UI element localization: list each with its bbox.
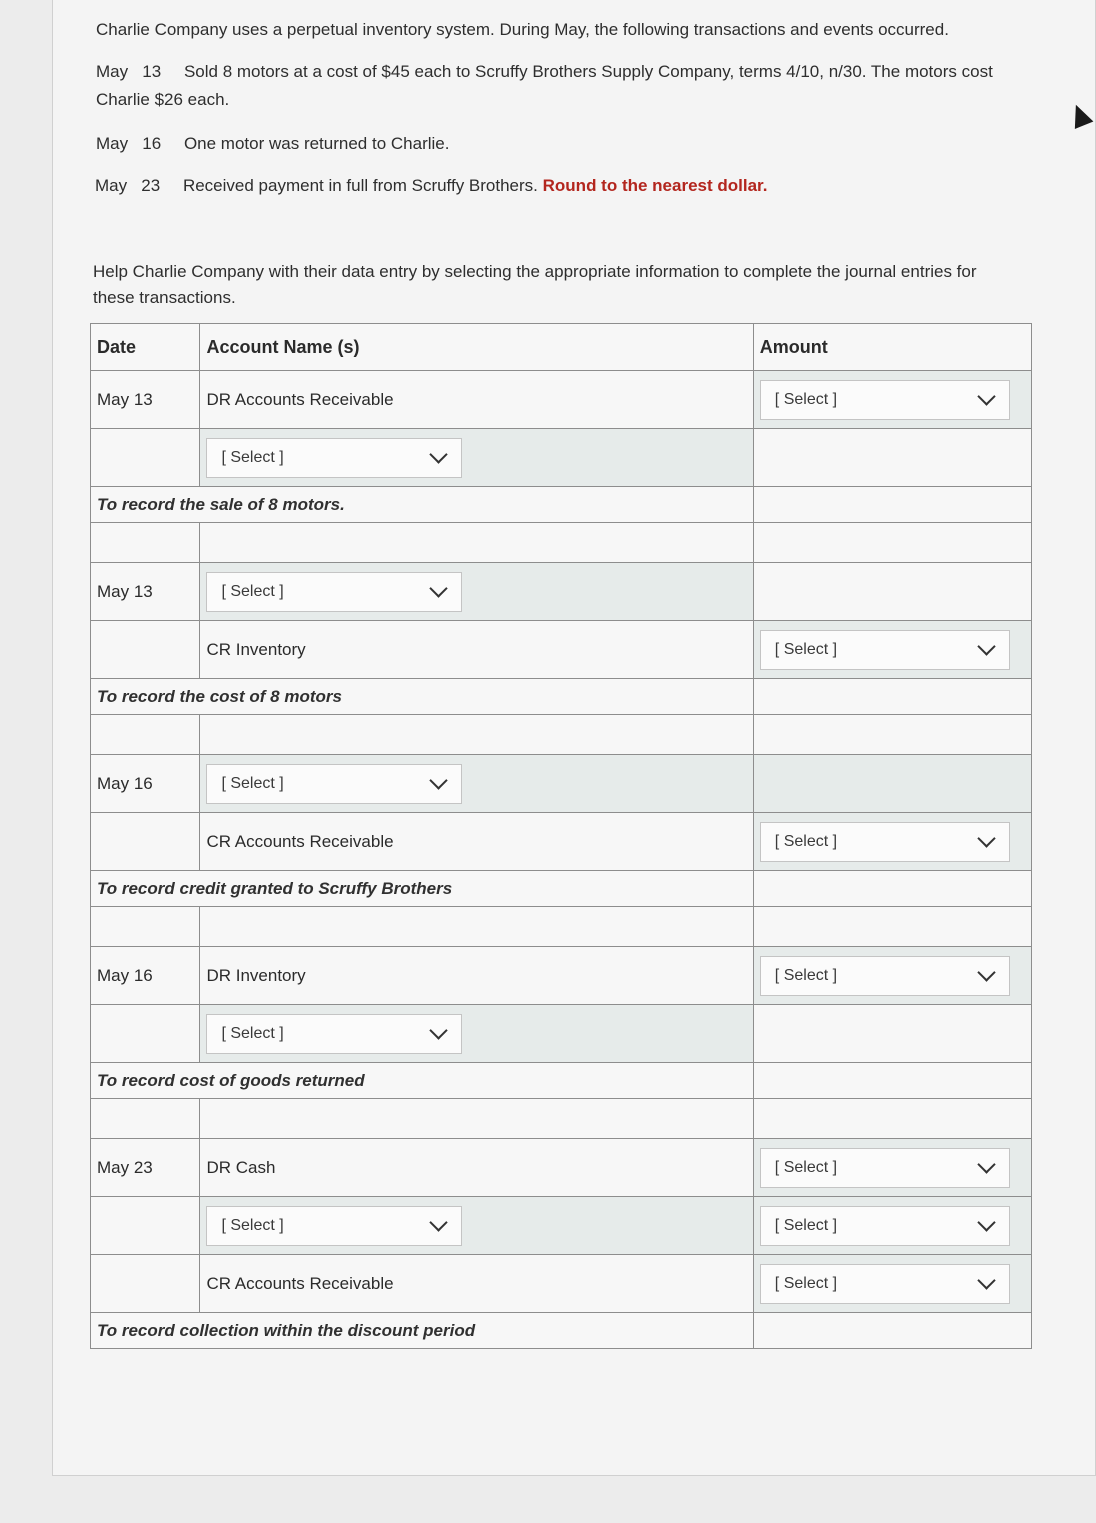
chevron-down-icon — [977, 829, 995, 847]
select-label: [ Select ] — [774, 390, 838, 408]
row-date: May 13 — [91, 563, 200, 621]
amount-cell — [753, 621, 1031, 679]
table-row — [91, 1197, 1032, 1255]
amount-cell — [753, 371, 1031, 429]
table-row — [91, 487, 1032, 523]
help-text-line-1: Help Charlie Company with their data entry by selecting the appropriate information to complete the journal entries for — [93, 262, 977, 281]
select-label: [ Select ] — [221, 582, 284, 600]
event-2-text: One motor was returned to Charlie. — [183, 134, 450, 153]
event-3-month: May — [95, 176, 128, 195]
amount-select[interactable] — [760, 1148, 1010, 1188]
header-amount: Amount — [753, 324, 1031, 371]
table-row — [91, 1005, 1032, 1063]
event-may-16 — [96, 130, 449, 157]
amount-empty — [753, 429, 1031, 487]
account-select[interactable] — [206, 438, 462, 478]
memo-text: To record the sale of 8 motors. — [91, 487, 754, 523]
chevron-down-icon — [977, 387, 995, 405]
account-cell — [200, 429, 753, 487]
row-account: CR Accounts Receivable — [200, 1255, 753, 1313]
chevron-down-icon — [977, 1271, 995, 1289]
table-row — [91, 1313, 1032, 1349]
memo-text: To record collection within the discount period — [91, 1313, 754, 1349]
select-label: [ Select ] — [774, 1158, 838, 1176]
chevron-down-icon — [430, 445, 448, 463]
select-label: [ Select ] — [774, 966, 838, 984]
amount-cell — [753, 947, 1031, 1005]
table-row — [91, 1139, 1032, 1197]
select-label: [ Select ] — [774, 1274, 838, 1292]
chevron-down-icon — [430, 771, 448, 789]
chevron-down-icon — [430, 579, 448, 597]
table-row — [91, 563, 1032, 621]
row-account: DR Accounts Receivable — [200, 371, 753, 429]
table-row — [91, 621, 1032, 679]
table-row — [91, 1063, 1032, 1099]
select-label: [ Select ] — [221, 1216, 284, 1234]
memo-text: To record credit granted to Scruffy Brothers — [91, 871, 754, 907]
row-date: May 16 — [91, 947, 200, 1005]
row-date: May 13 — [91, 371, 200, 429]
chevron-down-icon — [977, 1213, 995, 1231]
account-cell — [200, 1005, 753, 1063]
row-date: May 16 — [91, 755, 200, 813]
amount-empty — [753, 487, 1031, 523]
row-account: DR Inventory — [200, 947, 753, 1005]
select-label: [ Select ] — [774, 1216, 838, 1234]
table-row — [91, 1255, 1032, 1313]
event-may-13 — [96, 58, 1091, 85]
account-cell — [200, 1197, 753, 1255]
amount-select[interactable] — [760, 380, 1010, 420]
select-label: [ Select ] — [774, 640, 838, 658]
chevron-down-icon — [977, 637, 995, 655]
row-date-empty — [91, 621, 200, 679]
table-row — [91, 907, 1032, 947]
header-account: Account Name (s) — [200, 324, 753, 371]
account-cell — [200, 563, 753, 621]
chevron-down-icon — [977, 1155, 995, 1173]
amount-empty — [753, 755, 1031, 813]
amount-empty — [753, 563, 1031, 621]
amount-select[interactable] — [760, 1264, 1010, 1304]
table-row — [91, 1099, 1032, 1139]
account-select[interactable] — [206, 572, 462, 612]
account-cell — [200, 755, 753, 813]
intro-text: Charlie Company uses a perpetual inventory system. During May, the following transactions and events occurred. — [96, 20, 949, 39]
memo-text: To record the cost of 8 motors — [91, 679, 754, 715]
table-row — [91, 813, 1032, 871]
event-2-month: May — [96, 134, 129, 153]
table-row — [91, 429, 1032, 487]
amount-select[interactable] — [760, 1206, 1010, 1246]
select-label: [ Select ] — [221, 774, 284, 792]
event-1-day: 13 — [142, 62, 162, 81]
event-1-month: May — [96, 62, 129, 81]
row-date: May 23 — [91, 1139, 200, 1197]
row-account: CR Inventory — [200, 621, 753, 679]
event-1-continued: Charlie $26 each. — [96, 90, 230, 109]
select-label: [ Select ] — [221, 448, 284, 466]
table-row — [91, 871, 1032, 907]
account-select[interactable] — [206, 1206, 462, 1246]
table-row — [91, 523, 1032, 563]
amount-select[interactable] — [760, 822, 1010, 862]
table-row — [91, 947, 1032, 1005]
chevron-down-icon — [430, 1213, 448, 1231]
table-row — [91, 755, 1032, 813]
help-text-line-2: these transactions. — [93, 288, 236, 307]
select-label: [ Select ] — [221, 1024, 284, 1042]
chevron-down-icon — [430, 1021, 448, 1039]
row-account: DR Cash — [200, 1139, 753, 1197]
amount-select[interactable] — [760, 956, 1010, 996]
header-date: Date — [91, 324, 200, 371]
amount-cell — [753, 1197, 1031, 1255]
amount-select[interactable] — [760, 630, 1010, 670]
event-1-text: Sold 8 motors at a cost of $45 each to Scruffy Brothers Supply Company, terms 4/10, n/30. The motors cost — [183, 62, 993, 81]
event-3-day: 23 — [141, 176, 161, 195]
account-select[interactable] — [206, 764, 462, 804]
event-may-23 — [95, 172, 767, 199]
amount-cell — [753, 1139, 1031, 1197]
event-3-text: Received payment in full from Scruffy Brothers. — [182, 176, 538, 195]
table-row — [91, 679, 1032, 715]
account-select[interactable] — [206, 1014, 462, 1054]
row-account: CR Accounts Receivable — [200, 813, 753, 871]
event-2-day: 16 — [142, 134, 162, 153]
table-row — [91, 715, 1032, 755]
select-label: [ Select ] — [774, 832, 838, 850]
table-row — [91, 371, 1032, 429]
journal-entry-table — [90, 323, 1032, 1349]
rounding-note: Round to the nearest dollar. — [542, 176, 768, 195]
table-header-row — [91, 324, 1032, 371]
memo-text: To record cost of goods returned — [91, 1063, 754, 1099]
amount-cell — [753, 813, 1031, 871]
chevron-down-icon — [977, 963, 995, 981]
amount-cell — [753, 1255, 1031, 1313]
row-date-empty — [91, 429, 200, 487]
